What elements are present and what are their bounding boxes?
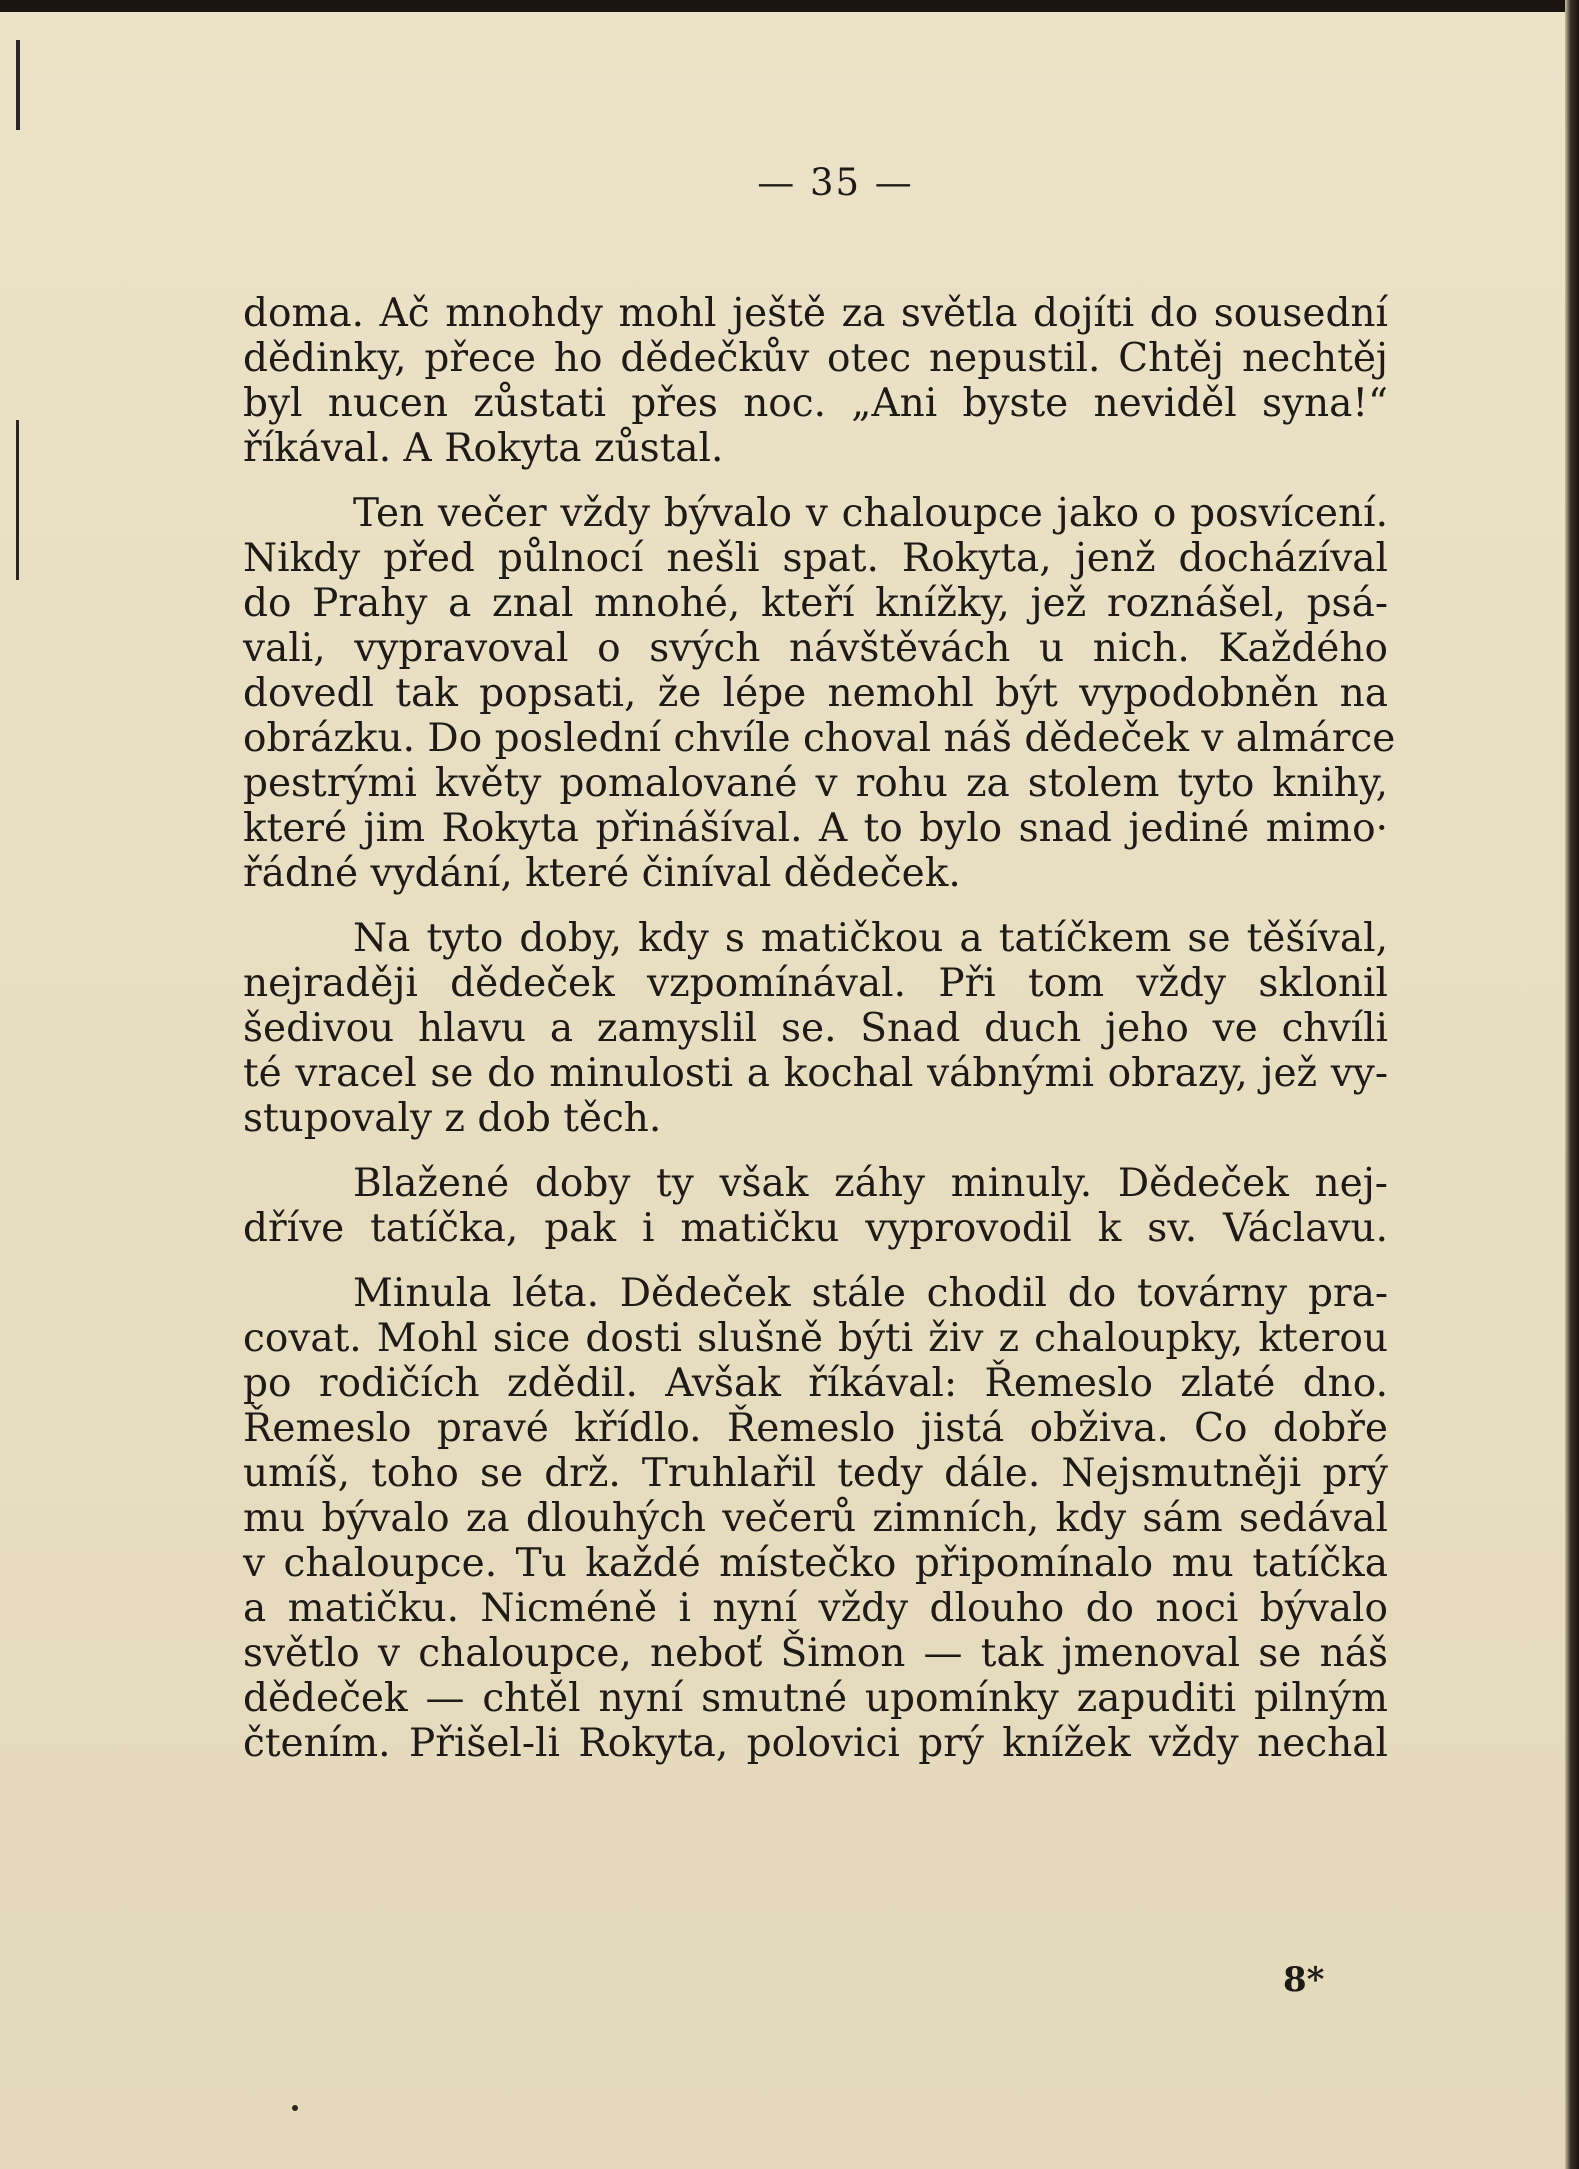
text-line: šedivou hlavu a zamyslil se. Snad duch jeho ve chvíli — [243, 1006, 1388, 1051]
text-line: Řemeslo pravé křídlo. Řemeslo jistá obživa. Co dobře — [243, 1406, 1388, 1451]
text-line: obrázku. Do poslední chvíle choval náš dědeček v almárce — [243, 716, 1396, 761]
scan-right-edge — [1565, 0, 1579, 2169]
text-line: řádné vydání, které činíval dědeček. — [243, 851, 961, 896]
text-line: do Prahy a znal mnohé, kteří knížky, jež roznášel, psá- — [243, 581, 1388, 626]
paragraph — [243, 1161, 1388, 1251]
text-line: covat. Mohl sice dosti slušně býti živ z chaloupky, kterou — [243, 1316, 1388, 1361]
text-line: Nikdy před půlnocí nešli spat. Rokyta, jenž docházíval — [243, 536, 1388, 581]
text-line: světlo v chaloupce, neboť Šimon — tak jmenoval se náš — [243, 1631, 1388, 1676]
paragraph — [243, 491, 1396, 896]
text-line: pestrými květy pomalované v rohu za stolem tyto knihy, — [243, 761, 1388, 806]
text-line: dědinky, přece ho dědečkův otec nepustil. Chtěj nechtěj — [243, 336, 1388, 381]
page-number: — 35 — — [757, 161, 914, 204]
text-line: umíš, toho se drž. Truhlařil tedy dále. Nejsmutněji prý — [243, 1451, 1388, 1496]
paragraph — [243, 291, 1388, 471]
paragraph — [243, 916, 1388, 1141]
text-line: po rodičích zdědil. Avšak říkával: Řemeslo zlaté dno. — [243, 1361, 1388, 1406]
text-line: nejraději dědeček vzpomínával. Při tom vždy sklonil — [243, 961, 1388, 1006]
text-line: Na tyto doby, kdy s matičkou a tatíčkem se těšíval, — [353, 916, 1388, 961]
signature-mark: 8* — [1283, 1960, 1325, 2000]
text-line: doma. Ač mnohdy mohl ještě za světla dojíti do sousední — [243, 291, 1388, 336]
text-line: čtením. Přišel-li Rokyta, polovici prý knížek vždy nechal — [243, 1721, 1388, 1766]
scan-speck — [292, 2105, 298, 2111]
text-line: stupovaly z dob těch. — [243, 1096, 662, 1141]
text-line: Ten večer vždy bývalo v chaloupce jako o posvícení. — [353, 491, 1388, 536]
text-line: byl nucen zůstati přes noc. „Ani byste neviděl syna!“ — [243, 381, 1388, 426]
scan-top-edge — [0, 0, 1579, 12]
text-line: které jim Rokyta přinášíval. A to bylo snad jediné mimo· — [243, 806, 1388, 851]
text-line: té vracel se do minulosti a kochal vábnými obrazy, jež vy- — [243, 1051, 1388, 1096]
paragraph — [243, 1271, 1388, 1766]
text-line: Minula léta. Dědeček stále chodil do továrny pra- — [353, 1271, 1388, 1316]
scan-left-mark — [16, 40, 20, 130]
text-line: říkával. A Rokyta zůstal. — [243, 426, 724, 471]
text-line: vali, vypravoval o svých návštěvách u nich. Každého — [243, 626, 1388, 671]
text-line: mu bývalo za dlouhých večerů zimních, kdy sám sedával — [243, 1496, 1388, 1541]
text-line: Blažené doby ty však záhy minuly. Dědeček nej- — [353, 1161, 1388, 1206]
text-line: v chaloupce. Tu každé místečko připomínalo mu tatíčka — [243, 1541, 1388, 1586]
text-line: dříve tatíčka, pak i matičku vyprovodil k sv. Václavu. — [243, 1206, 1388, 1251]
text-line: dovedl tak popsati, že lépe nemohl být vypodobněn na — [243, 671, 1388, 716]
page-text — [243, 160, 1396, 1786]
text-line: a matičku. Nicméně i nyní vždy dlouho do noci bývalo — [243, 1586, 1388, 1631]
scan-left-mark — [16, 420, 19, 580]
text-line: dědeček — chtěl nyní smutné upomínky zapuditi pilným — [243, 1676, 1388, 1721]
